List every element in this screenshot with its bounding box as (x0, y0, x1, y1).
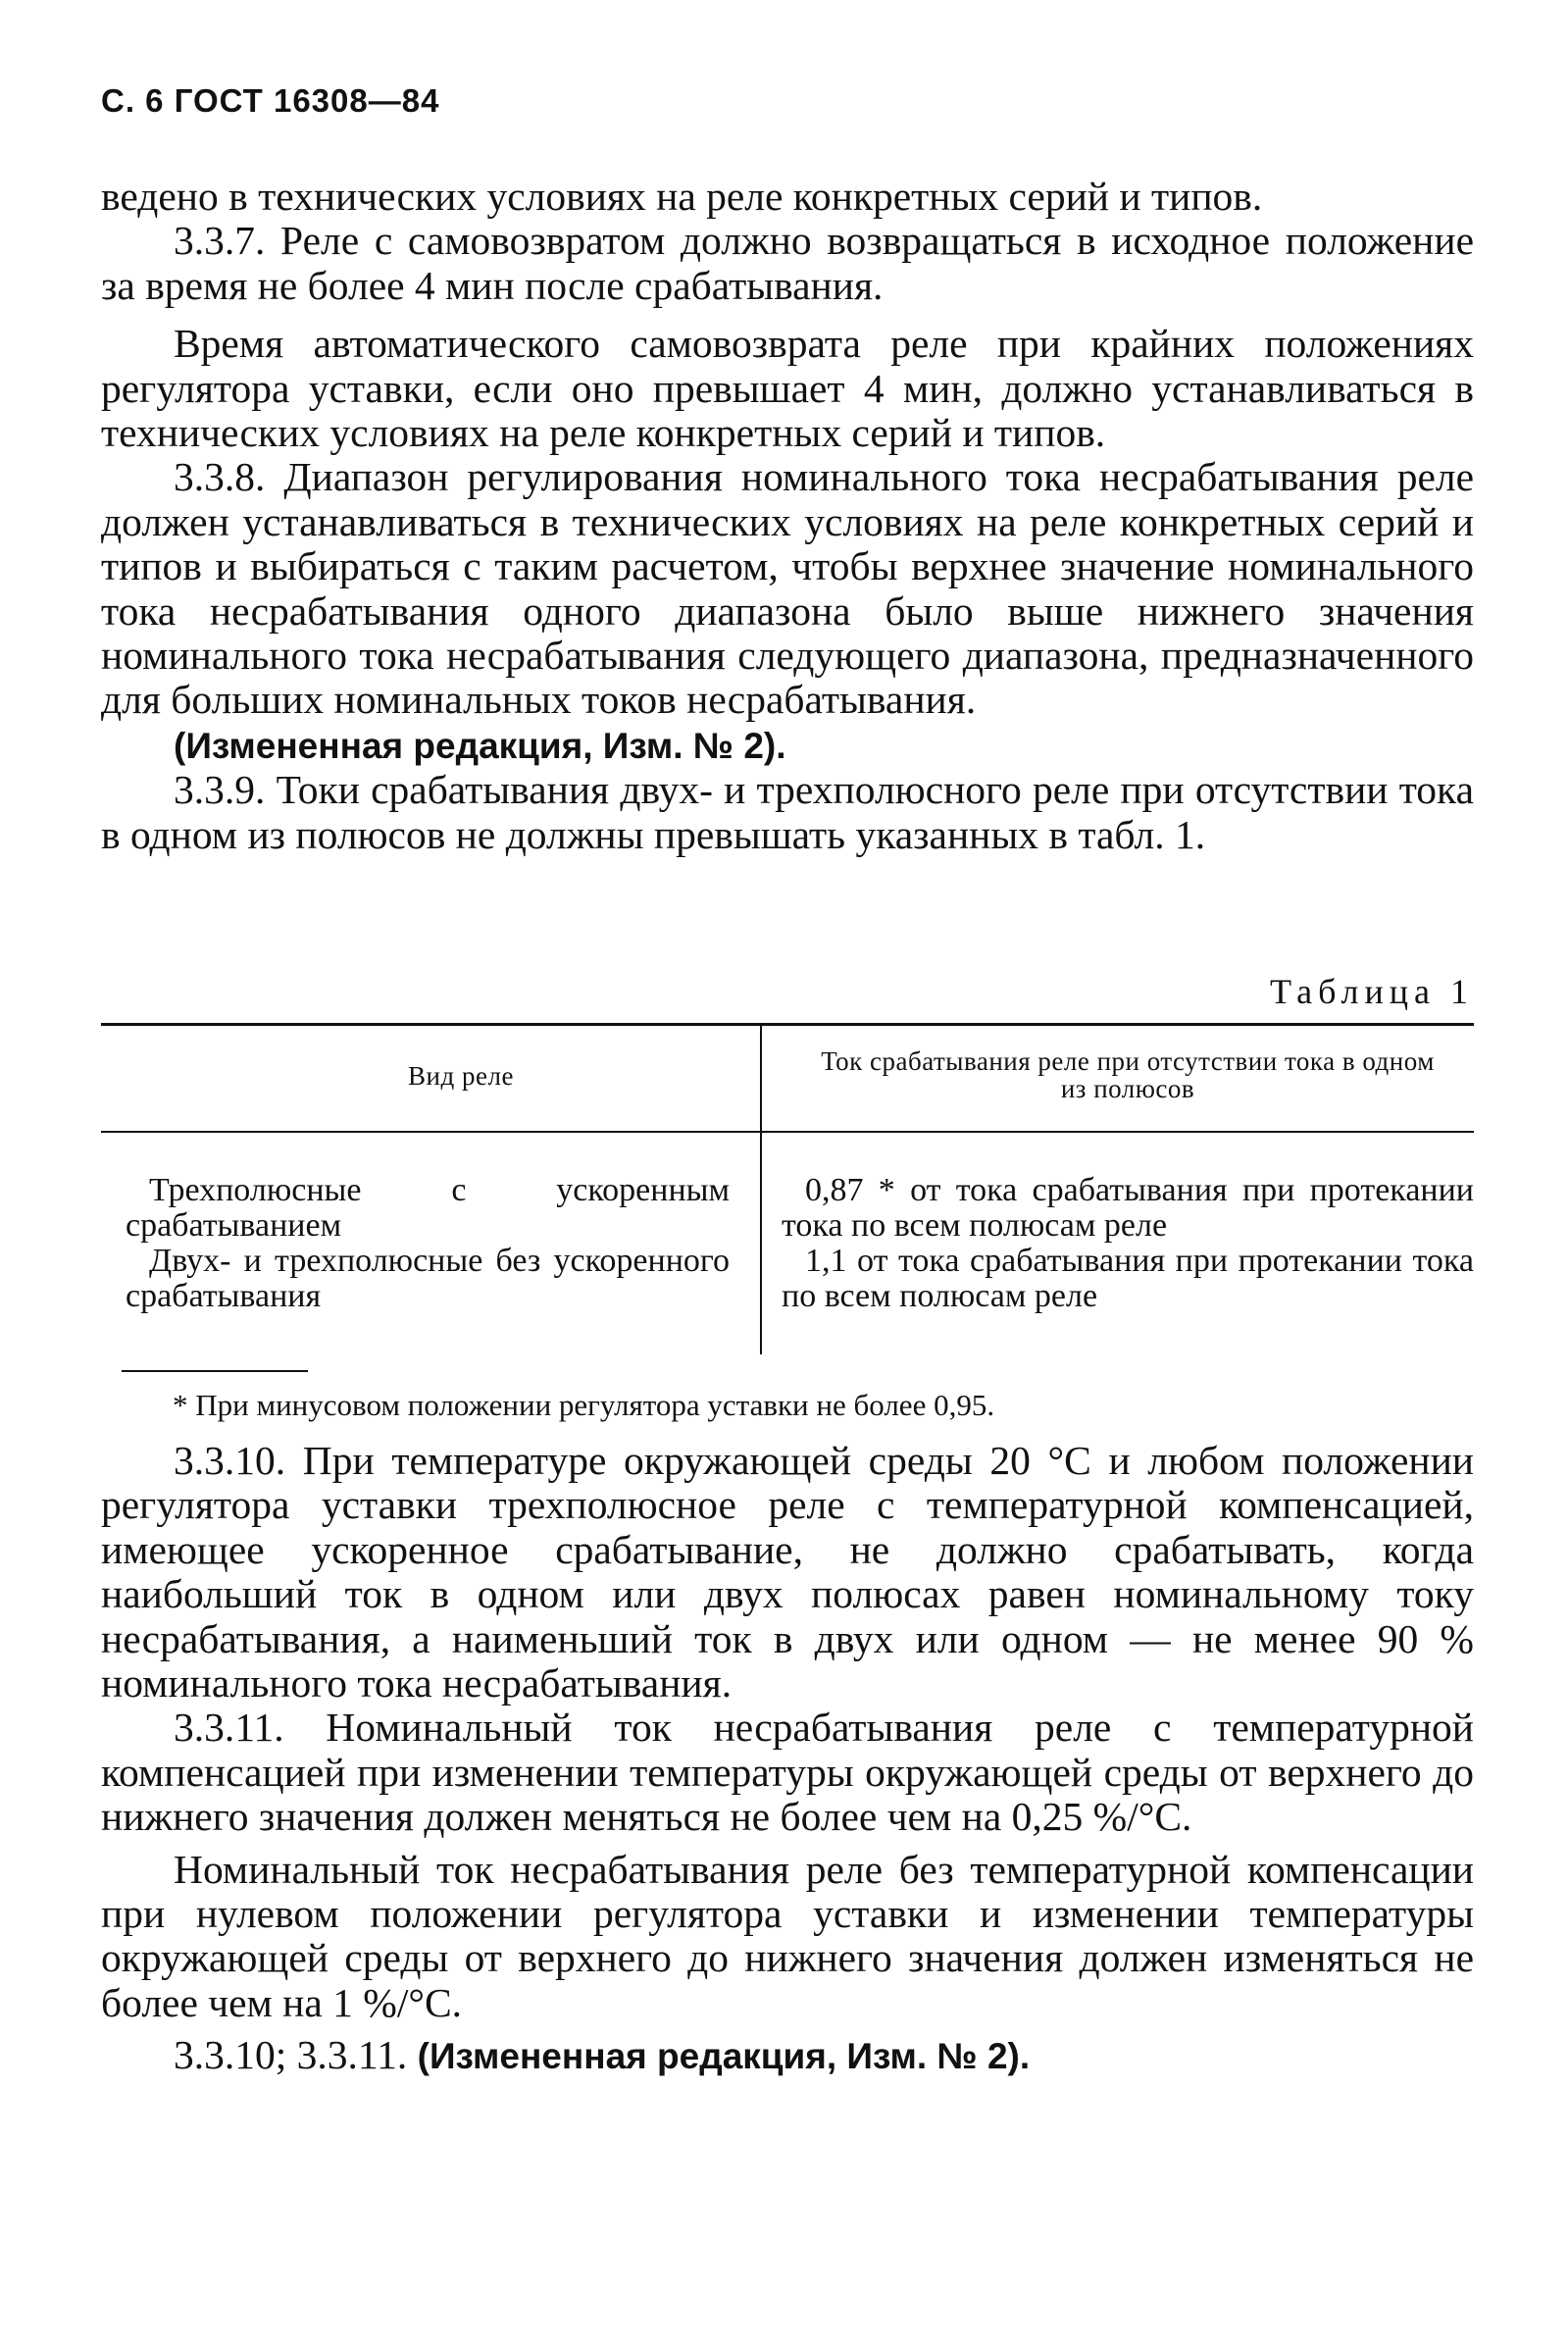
table-cell-relay-type (126, 1173, 730, 1314)
table-row-1-type: Трехполюсные с ускоренным срабатыванием (126, 1172, 730, 1244)
table-cell-trip-current (782, 1173, 1474, 1314)
table-header-trip-current: Ток срабатывания реле при отсутствии тока в одном из полюсов (821, 1046, 1435, 1103)
paragraph-3-3-11: 3.3.11. Номинальный ток несрабатывания реле с температурной компенсацией при изменении температуры окружающей среды от верхнего до нижнего значения должен меняться не более чем на 0,25 %/°С. (101, 1705, 1474, 1840)
table-header-relay-type: Вид реле (408, 1061, 514, 1091)
amendment-note: (Измененная редакция, Изм. № 2). (174, 725, 786, 766)
paragraph-3-3-10: 3.3.10. При температуре окружающей среды 20 °С и любом положении регулятора уставки трехполюсное реле с температурной компенсацией, имеющее ускоренное срабатывание, не должно срабатывать, когда наибольший ток в одном или двух полюсах равен номинальному току несрабатывания, а наименьший ток в двух или одном — не менее 90 % номинального тока несрабатывания. (101, 1438, 1474, 1706)
footnote-rule (122, 1370, 308, 1372)
table-row-2-type: Двух- и трехполюсные без ускоренного срабатывания (126, 1243, 730, 1314)
table-title: Таблица 1 (1270, 972, 1474, 1011)
closing-note: (Измененная редакция, Изм. № 2). (417, 2036, 1031, 2077)
table-row-2-value: 1,1 от тока срабатывания при протекании тока по всем полюсам реле (782, 1243, 1474, 1314)
closing-amendment (101, 2033, 1474, 2078)
page-header: С. 6 ГОСТ 16308—84 (101, 82, 440, 119)
body-text-bottom (101, 1439, 1474, 2079)
table-top-rule (101, 1023, 1474, 1026)
paragraph-self-reset-time: Время автоматического самовозврата реле при крайних положениях регулятора уставки, если оно превышает 4 мин, должно устанавливаться в технических условиях на реле конкретных серий и типов. (101, 321, 1474, 456)
table-header-rule (101, 1131, 1474, 1133)
body-text-top (101, 175, 1474, 857)
paragraph-3-3-9: 3.3.9. Токи срабатывания двух- и трехполюсного реле при отсутствии тока в одном из полюсов не должны превышать указанных в табл. 1. (101, 767, 1474, 857)
paragraph-continuation: ведено в технических условиях на реле конкретных серий и типов. (101, 174, 1263, 219)
paragraph-no-compensation: Номинальный ток несрабатывания реле без температурной компенсации при нулевом положении регулятора уставки и изменении температуры окружающей среды от верхнего до нижнего значения должен изменяться не более чем на 1 %/°С. (101, 1846, 1474, 2025)
paragraph-3-3-8: 3.3.8. Диапазон регулирования номинального тока несрабатывания реле должен устанавливаться в технических условиях на реле конкретных серий и типов и выбираться с таким расчетом, чтобы верхнее значение номинального тока несрабатывания одного диапазона было выше нижнего значения номинального тока несрабатывания следующего диапазона, предназначенного для больших номинальных токов несрабатывания. (101, 454, 1474, 723)
table-column-divider (760, 1026, 762, 1354)
table-footnote: * При минусовом положении регулятора уставки не более 0,95. (173, 1388, 995, 1422)
table-row-1-value: 0,87 * от тока срабатывания при протекании тока по всем полюсам реле (782, 1172, 1474, 1244)
paragraph-3-3-7: 3.3.7. Реле с самовозвратом должно возвращаться в исходное положение за время не более 4 мин после срабатывания. (101, 218, 1474, 308)
closing-ref: 3.3.10; 3.3.11. (174, 2032, 408, 2078)
